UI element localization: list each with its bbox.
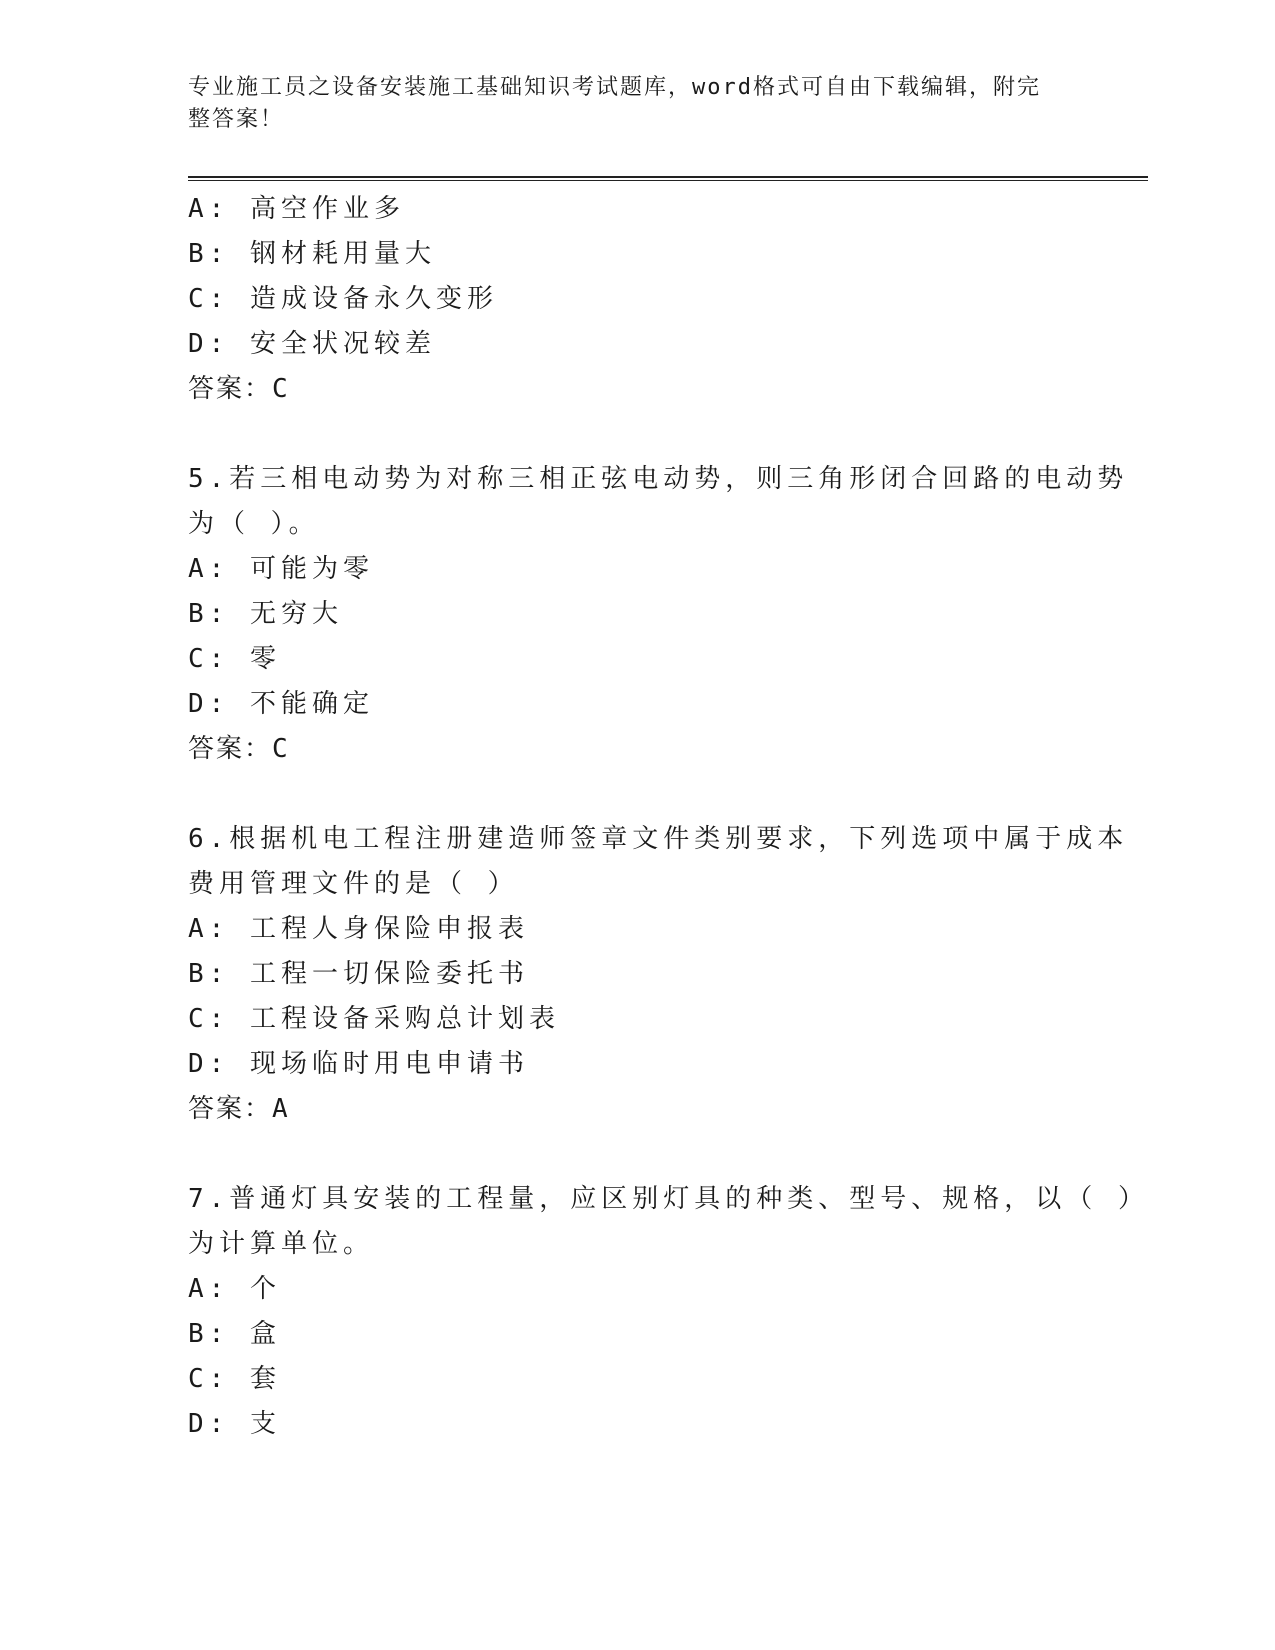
question-7-stem-line-1: 7.普通灯具安装的工程量，应区别灯具的种类、型号、规格，以（ ） [188,1184,1149,1214]
document-header [188,72,1068,136]
question-6-block [188,817,1129,1132]
prev-question-block [188,187,1088,412]
answer-line: 答案：A [188,1094,290,1124]
option-d: D: 不能确定 [188,689,374,719]
option-d: D: 支 [188,1409,281,1439]
option-b: B: 钢材耗用量大 [188,239,436,269]
option-a: A: 个 [188,1274,281,1304]
answer-line: 答案：C [188,374,290,404]
question-content [188,187,1149,1447]
option-c: C: 套 [188,1364,281,1394]
option-b: B: 无穷大 [188,599,343,629]
option-c: C: 零 [188,644,281,674]
question-6-stem-line-1: 6.根据机电工程注册建造师签章文件类别要求，下列选项中属于成本 [188,824,1129,854]
question-6-stem-line-2: 费用管理文件的是（ ） [188,869,519,899]
spacer [188,1132,1088,1177]
question-5-stem-line-1: 5.若三相电动势为对称三相正弦电动势，则三角形闭合回路的电动势 [188,464,1129,494]
spacer [188,772,1088,817]
option-b: B: 盒 [188,1319,281,1349]
spacer [188,412,1088,457]
question-7-stem-line-2: 为计算单位。 [188,1229,375,1259]
question-7-block [188,1177,1149,1447]
option-a: A: 高空作业多 [188,194,405,224]
option-a: A: 工程人身保险申报表 [188,914,529,944]
option-b: B: 工程一切保险委托书 [188,959,529,989]
question-5-block [188,457,1129,772]
option-a: A: 可能为零 [188,554,374,584]
header-line-2: 整答案！ [188,107,285,132]
option-c: C: 造成设备永久变形 [188,284,498,314]
header-divider [188,176,1148,181]
answer-line: 答案：C [188,734,290,764]
option-d: D: 现场临时用电申请书 [188,1049,529,1079]
option-d: D: 安全状况较差 [188,329,436,359]
header-line-1: 专业施工员之设备安装施工基础知识考试题库，word格式可自由下载编辑，附完 [188,75,1041,100]
question-5-stem-line-2: 为（ ）。 [188,509,320,539]
option-c: C: 工程设备采购总计划表 [188,1004,560,1034]
